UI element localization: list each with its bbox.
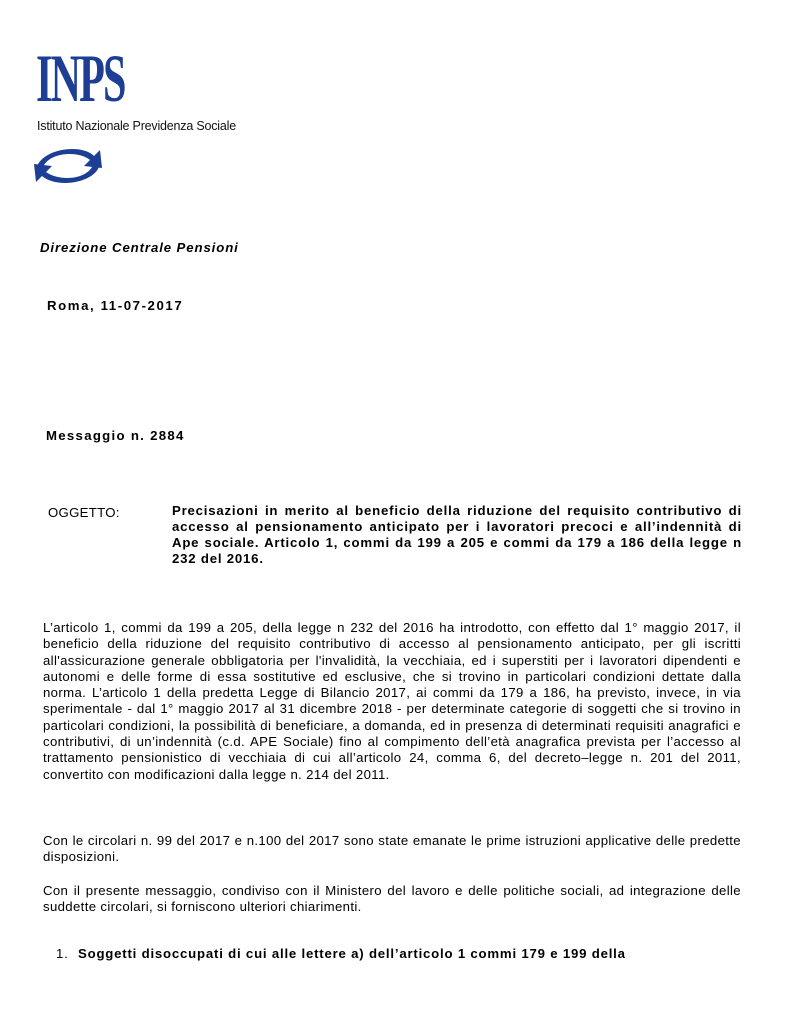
logo-subtitle: Istituto Nazionale Previdenza Sociale	[37, 119, 236, 133]
inps-logo	[28, 40, 258, 194]
list-item-number: 1.	[56, 946, 69, 961]
subject-label: OGGETTO:	[48, 505, 120, 520]
direction-heading: Direzione Centrale Pensioni	[40, 240, 239, 255]
place-date: Roma, 11-07-2017	[47, 298, 184, 313]
message-number: Messaggio n. 2884	[46, 428, 185, 443]
circular-arrows-icon	[28, 140, 108, 190]
list-item-text: Soggetti disoccupati di cui alle lettere a) dell’articolo 1 commi 179 e 199 della	[78, 946, 626, 961]
logo-wordmark: INPS	[36, 40, 125, 116]
subject-text: Precisazioni in merito al beneficio della riduzione del requisito contributivo di accesso al pensionamento anticipato per i lavoratori precoci e all’indennità di Ape sociale. Articolo 1, commi da 199 a 205 e commi da 179 a 186 della legge n 232 del 2016.	[172, 503, 742, 566]
body-paragraph-2: Con le circolari n. 99 del 2017 e n.100 del 2017 sono state emanate le prime istruzioni applicative delle predette disposizioni.	[43, 833, 741, 865]
list-item	[56, 946, 746, 962]
body-paragraph-1: L’articolo 1, commi da 199 a 205, della legge n 232 del 2016 ha introdotto, con effetto dal 1° maggio 2017, il beneficio della riduzione del requisito contributivo di accesso al pensionamento anticipato, per gli iscritti all'assicurazione generale obbligatoria per l'invalidità, la vecchiaia, ed i superstiti per i lavoratori dipendenti e autonomi e delle forme di essa sostitutive ed esclusive, che si trovino in particolari condizioni dettate dalla norma. L’articolo 1 della predetta Legge di Bilancio 2017, ai commi da 179 a 186, ha previsto, invece, in via sperimentale - dal 1° maggio 2017 al 31 dicembre 2018 - per determinate categorie di soggetti che si trovino in particolari condizioni, la possibilità di beneficiare, a domanda, ed in presenza di determinati requisiti anagrafici e contributivi, di un’indennità (c.d. APE Sociale) fino al compimento dell’età anagrafica prevista per l’accesso al trattamento pensionistico di vecchiaia di cui all’articolo 24, comma 6, del decreto–legge n. 201 del 2011, convertito con modificazioni dalla legge n. 214 del 2011.	[43, 620, 741, 782]
body-paragraph-3: Con il presente messaggio, condiviso con il Ministero del lavoro e delle politiche sociali, ad integrazione delle suddette circolari, si forniscono ulteriori chiarimenti.	[43, 883, 741, 915]
